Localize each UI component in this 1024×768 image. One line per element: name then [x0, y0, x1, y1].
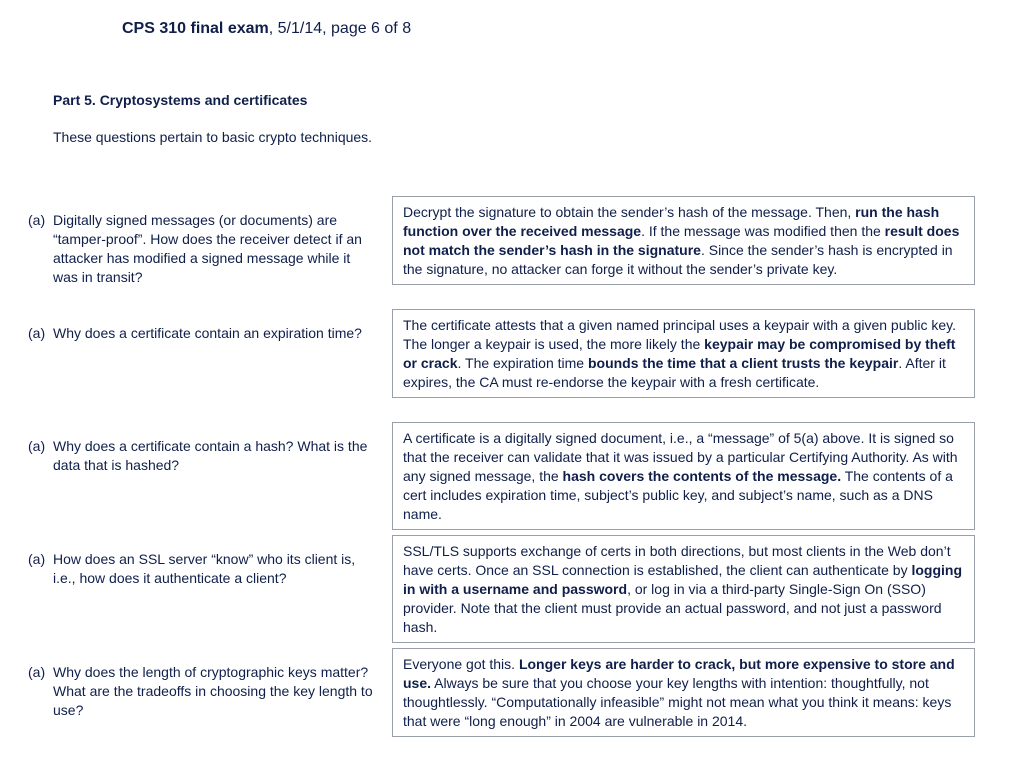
answer-text: . Since the sender’s hash is encrypted in the signature, no attacker can forge it without the sender’s private key. — [403, 242, 953, 277]
exam-date-page: , 5/1/14, page 6 of 8 — [268, 20, 412, 37]
answer-emphasis: run the hash function over the received message — [403, 204, 940, 239]
answer-text: The certificate attests that a given named principal uses a keypair with a given public key. The longer a keypair is used, the more likely the — [403, 317, 957, 352]
answer-box-3 — [392, 422, 975, 530]
exam-title: CPS 310 final exam — [122, 20, 269, 37]
answer-text: Everyone got this. — [403, 656, 519, 672]
answer-box-4 — [392, 535, 975, 643]
answer-emphasis: bounds the time that a client trusts the keypair — [587, 355, 899, 371]
answer-box-2 — [392, 309, 975, 398]
answer-box-5 — [392, 648, 975, 737]
page-header — [122, 20, 411, 38]
part-title: Part 5. Cryptosystems and certificates — [53, 92, 308, 108]
answer-emphasis: logging in with a username and password — [403, 562, 963, 597]
answer-text: Always be sure that you choose your key lengths with intention: thoughtfully, not thoughtlessly. “Computationally infeasible” might not mean what you think it means: keys that were “long enough” in 2004 are vulnerable in 2014. — [403, 675, 952, 729]
answer-text: , or log in via a third-party Single-Sign On (SSO) provider. Note that the client must provide an actual password, and not just a password hash. — [403, 581, 942, 635]
question-text: Why does the length of cryptographic keys matter? What are the tradeoffs in choosing the key length to use? — [53, 664, 373, 718]
answer-emphasis: hash covers the contents of the message. — [562, 468, 842, 484]
answer-text: . The expiration time — [457, 355, 588, 371]
question-2 — [28, 324, 378, 343]
question-label: (a) — [28, 664, 46, 680]
question-label: (a) — [28, 551, 46, 567]
answer-text: A certificate is a digitally signed document, i.e., a “message” of 5(a) above. It is signed so that the receiver can validate that it was issued by a particular Certifying Authority. As with any signed message, the — [403, 430, 958, 484]
answer-text: . If the message was modified then the — [641, 223, 885, 239]
answer-text: SSL/TLS supports exchange of certs in both directions, but most clients in the Web don’t have certs. Once an SSL connection is established, the client can authenticate by — [403, 543, 951, 578]
question-label: (a) — [28, 325, 46, 341]
question-text: Digitally signed messages (or documents) are “tamper-proof”. How does the receiver detect if an attacker has modified a signed message while it was in transit? — [53, 212, 362, 285]
part-intro: These questions pertain to basic crypto techniques. — [53, 129, 373, 145]
answer-emphasis: Longer keys are harder to crack, but more expensive to store and use. — [403, 656, 955, 691]
question-label: (a) — [28, 212, 46, 228]
question-text: Why does a certificate contain a hash? What is the data that is hashed? — [53, 438, 368, 473]
answer-box-1 — [392, 196, 975, 285]
question-text: How does an SSL server “know” who its client is, i.e., how does it authenticate a client? — [53, 551, 356, 586]
answer-text: The contents of a cert includes expiration time, subject’s public key, and subject’s name, such as a DNS name. — [403, 468, 953, 522]
question-text: Why does a certificate contain an expiration time? — [53, 325, 362, 341]
question-4 — [28, 550, 378, 588]
question-3 — [28, 437, 378, 475]
answer-emphasis: result does not match the sender’s hash in the signature — [403, 223, 960, 258]
question-5 — [28, 663, 378, 720]
answer-text: . After it expires, the CA must re-endorse the keypair with a fresh certificate. — [403, 355, 946, 390]
question-1 — [28, 211, 378, 287]
answer-emphasis: keypair may be compromised by theft or crack — [403, 336, 956, 371]
answer-text: Decrypt the signature to obtain the sender’s hash of the message. Then, — [403, 204, 856, 220]
question-label: (a) — [28, 438, 46, 454]
